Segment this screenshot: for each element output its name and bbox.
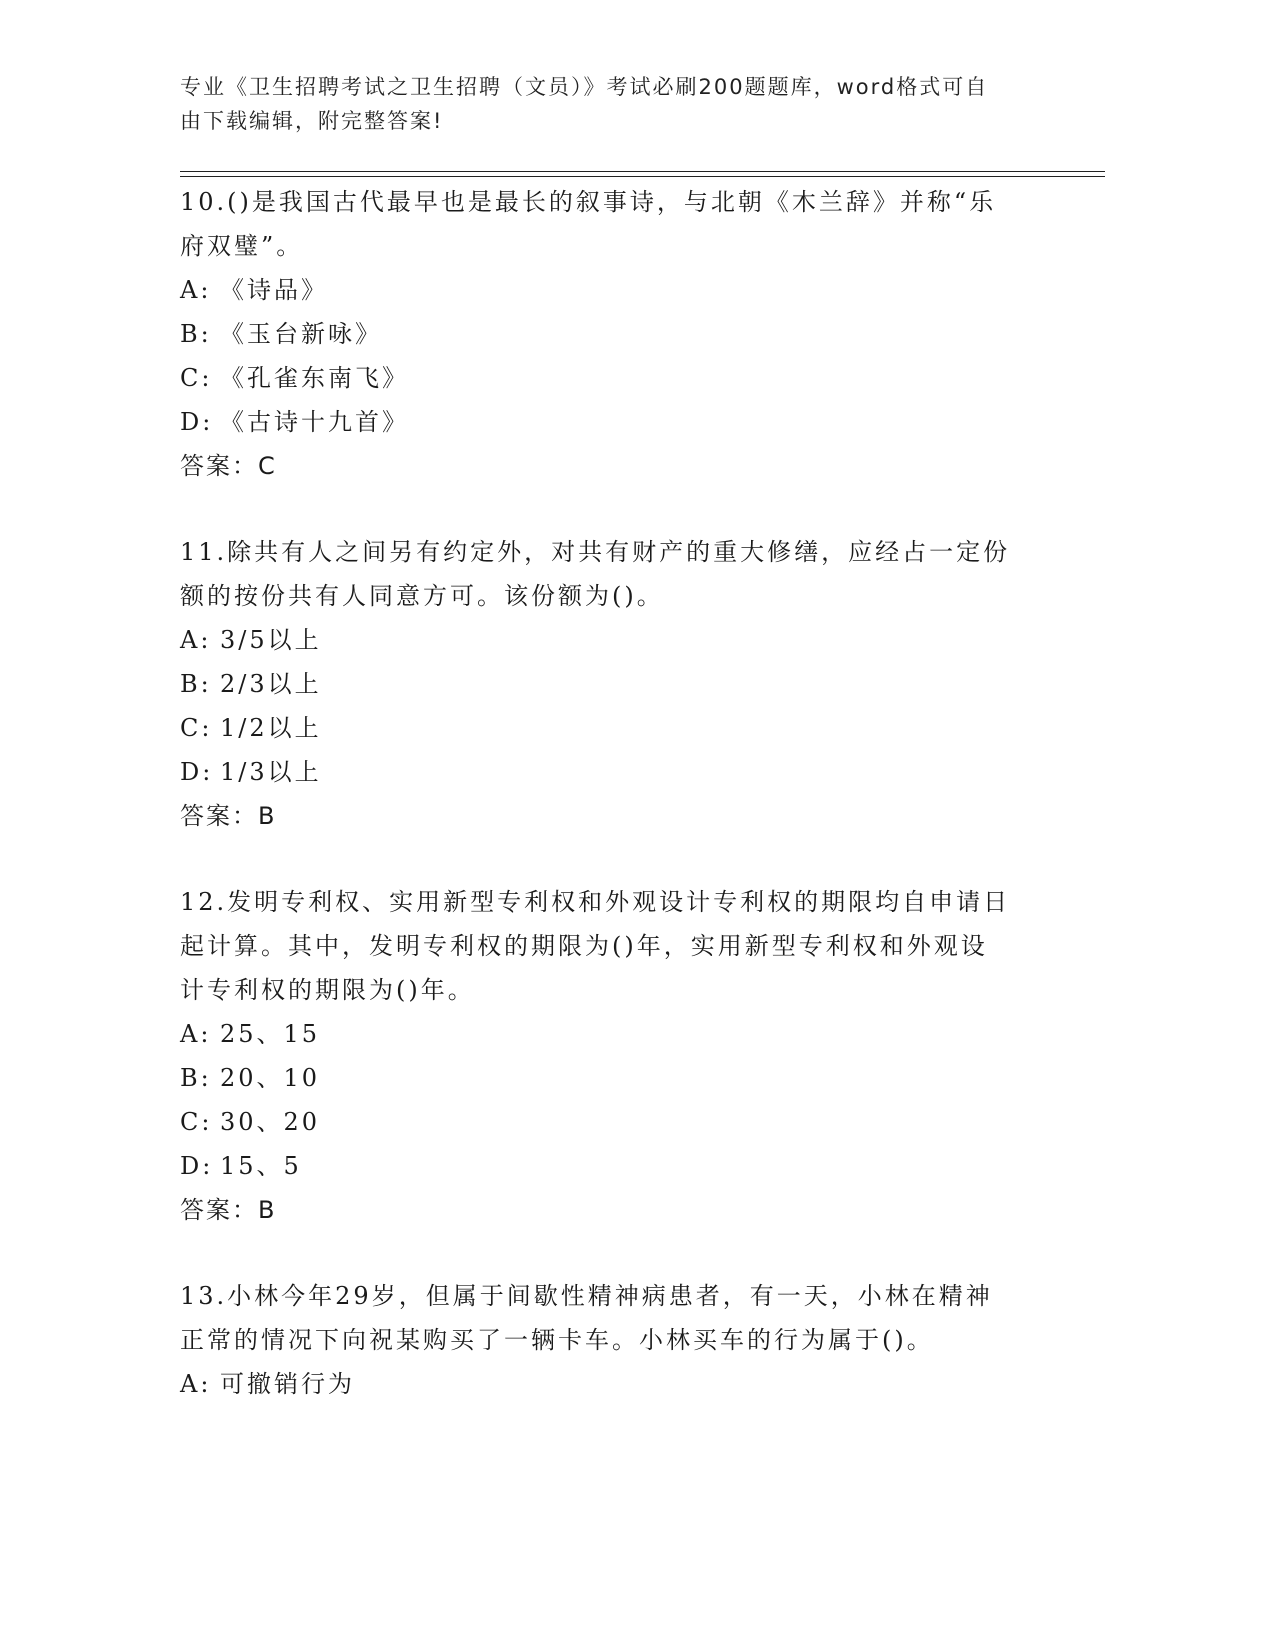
option-a: A: 《诗品》 xyxy=(180,276,328,304)
question-10 xyxy=(180,180,1040,488)
option-a: A: 25、15 xyxy=(180,1020,321,1048)
option-c: C: 《孔雀东南飞》 xyxy=(180,364,409,392)
question-list xyxy=(180,180,1040,1448)
option-b: B: 2/3以上 xyxy=(180,670,322,698)
answer-line: 答案：B xyxy=(180,802,277,830)
question-text-line: 起计算。其中，发明专利权的期限为()年，实用新型专利权和外观设 xyxy=(180,932,988,960)
question-11 xyxy=(180,530,1040,838)
option-d: D: 15、5 xyxy=(180,1152,302,1180)
header-divider-top xyxy=(180,171,1105,172)
header-line-2: 由下载编辑，附完整答案! xyxy=(180,109,444,133)
option-b: B: 20、10 xyxy=(180,1064,321,1092)
option-c: C: 1/2以上 xyxy=(180,714,322,742)
question-text-line: 13.小林今年29岁，但属于间歇性精神病患者，有一天，小林在精神 xyxy=(180,1282,993,1310)
question-text-line: 计专利权的期限为()年。 xyxy=(180,976,475,1004)
question-text-line: 府双璧”。 xyxy=(180,232,304,260)
option-d: D: 1/3以上 xyxy=(180,758,322,786)
answer-line: 答案：C xyxy=(180,452,277,480)
option-a: A: 3/5以上 xyxy=(180,626,322,654)
question-text-line: 额的按份共有人同意方可。该份额为()。 xyxy=(180,582,664,610)
question-text-line: 正常的情况下向祝某购买了一辆卡车。小林买车的行为属于()。 xyxy=(180,1326,934,1354)
question-text-line: 10.()是我国古代最早也是最长的叙事诗，与北朝《木兰辞》并称“乐 xyxy=(180,188,997,216)
option-d: D: 《古诗十九首》 xyxy=(180,408,409,436)
document-header xyxy=(180,70,1060,138)
option-a: A: 可撤销行为 xyxy=(180,1370,355,1398)
question-text-line: 11.除共有人之间另有约定外，对共有财产的重大修缮，应经占一定份 xyxy=(180,538,1011,566)
question-12 xyxy=(180,880,1040,1232)
header-divider-bottom xyxy=(180,176,1105,177)
answer-line: 答案：B xyxy=(180,1196,277,1224)
header-line-1: 专业《卫生招聘考试之卫生招聘（文员）》考试必刷200题题库，word格式可自 xyxy=(180,75,989,99)
option-c: C: 30、20 xyxy=(180,1108,321,1136)
option-b: B: 《玉台新咏》 xyxy=(180,320,382,348)
question-text-line: 12.发明专利权、实用新型专利权和外观设计专利权的期限均自申请日 xyxy=(180,888,1011,916)
question-13 xyxy=(180,1274,1040,1406)
